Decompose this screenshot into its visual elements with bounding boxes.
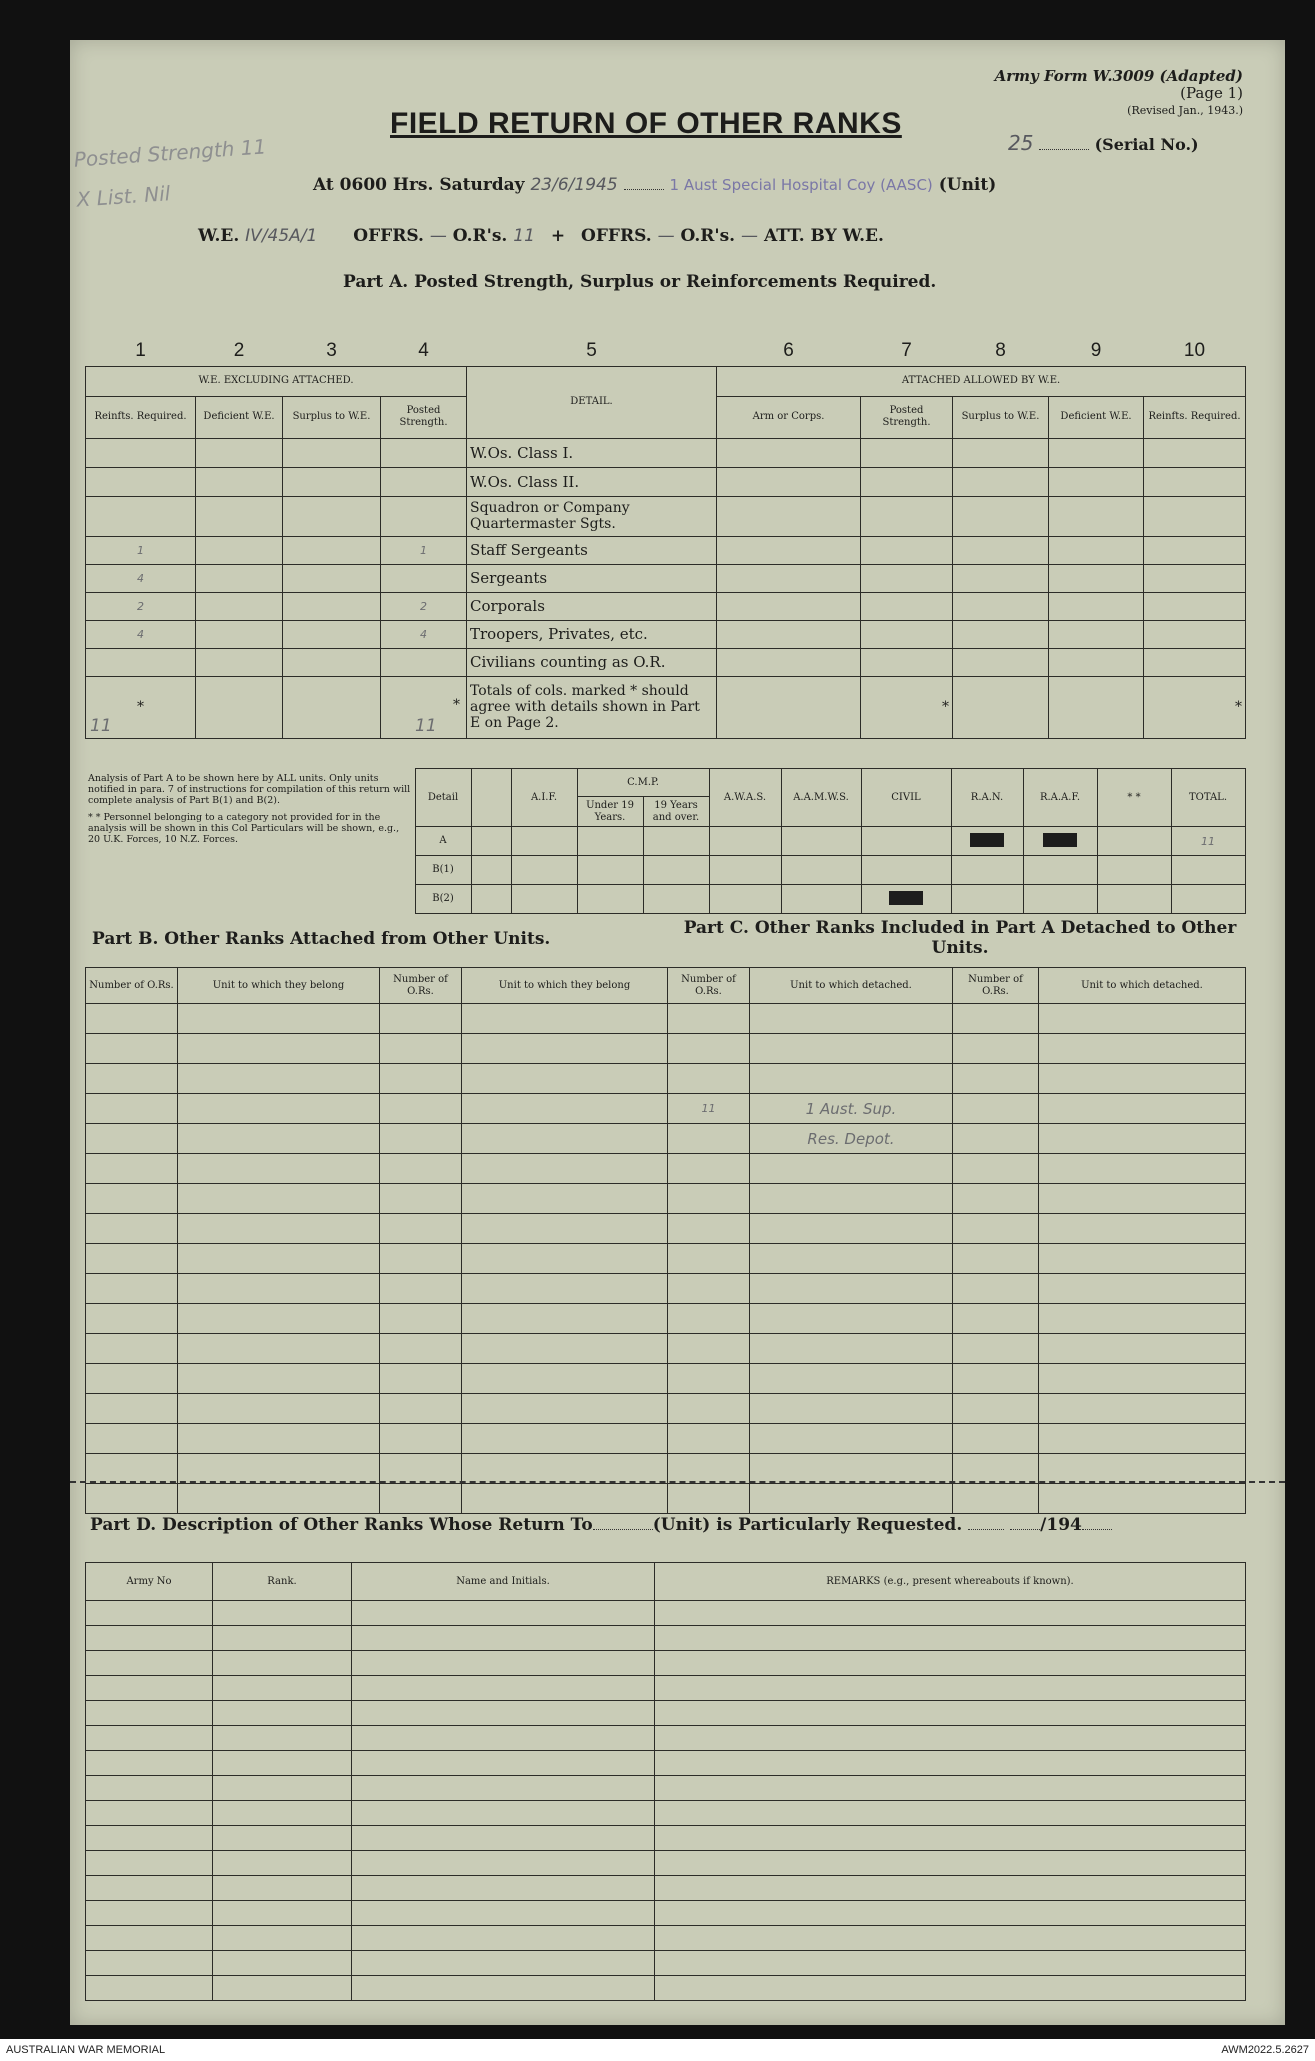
at-label: At 0600 Hrs. Saturday bbox=[313, 175, 525, 195]
att-label: ATT. BY W.E. bbox=[763, 226, 884, 246]
c-num-header: Number of O.Rs. bbox=[668, 968, 750, 1004]
col-num: 5 bbox=[586, 339, 597, 361]
table-row bbox=[86, 1334, 1246, 1364]
page-title: FIELD RETURN OF OTHER RANKS bbox=[390, 107, 902, 140]
posted-cell bbox=[381, 438, 467, 467]
part-d-unit-dots bbox=[593, 1515, 653, 1530]
name-header: Name and Initials. bbox=[352, 1563, 655, 1601]
table-row bbox=[86, 1484, 1246, 1514]
row-label: A bbox=[415, 827, 471, 856]
reinfts-cell bbox=[86, 648, 196, 676]
posted-cell bbox=[381, 648, 467, 676]
c-entry-unit-2: Res. Depot. bbox=[750, 1124, 953, 1154]
reinfts-cell bbox=[86, 438, 196, 467]
tear-line bbox=[70, 1481, 1285, 1483]
plus-sign: + bbox=[550, 226, 566, 246]
form-page: (Page 1) bbox=[1180, 84, 1243, 102]
part-d-year: /194 bbox=[1040, 1515, 1082, 1535]
date-unit-line bbox=[313, 175, 996, 195]
posted-cell bbox=[381, 496, 467, 536]
arm-header: Arm or Corps. bbox=[717, 396, 861, 438]
detail-cell: Sergeants bbox=[467, 564, 717, 592]
table-row bbox=[86, 564, 1246, 592]
ors-value: 11 bbox=[513, 226, 535, 246]
att-reinfts-header: Reinfts. Required. bbox=[1144, 396, 1246, 438]
aif-header: A.I.F. bbox=[511, 769, 577, 827]
table-row bbox=[86, 1776, 1246, 1801]
col-num: 1 bbox=[135, 339, 146, 361]
c-num-header: Number of O.Rs. bbox=[953, 968, 1039, 1004]
col-num: 6 bbox=[783, 339, 794, 361]
total-reinfts-value: 11 bbox=[90, 715, 112, 736]
part-a-table bbox=[85, 336, 1246, 739]
c-entry-num: 11 bbox=[668, 1094, 750, 1124]
detail-cell: Civilians counting as O.R. bbox=[467, 648, 717, 676]
table-row bbox=[86, 1626, 1246, 1651]
date-value: 23/6/194 bbox=[530, 175, 607, 195]
part-d-table bbox=[85, 1562, 1246, 2001]
table-row bbox=[86, 1801, 1246, 1826]
att-surplus-header: Surplus to W.E. bbox=[953, 396, 1049, 438]
serial-dots bbox=[1039, 135, 1089, 150]
table-row bbox=[86, 1601, 1246, 1626]
star-marker: * bbox=[137, 699, 144, 715]
offrs-label: OFFRS. bbox=[353, 226, 424, 246]
table-row bbox=[86, 1154, 1246, 1184]
reinfts-cell: 2 bbox=[86, 592, 196, 620]
posted-cell: 4 bbox=[381, 620, 467, 648]
posted-cell: 1 bbox=[381, 536, 467, 564]
total-a-value: 11 bbox=[1171, 827, 1245, 856]
reinfts-cell: 1 bbox=[86, 536, 196, 564]
posted-header: Posted Strength. bbox=[381, 396, 467, 438]
c-unit-header: Unit to which detached. bbox=[750, 968, 953, 1004]
part-d-title-unit: (Unit) is Particularly Requested. bbox=[652, 1515, 963, 1535]
unit-label: (Unit) bbox=[938, 175, 997, 195]
row-label: B(2) bbox=[415, 885, 471, 914]
redaction-mark bbox=[970, 833, 1004, 847]
table-row bbox=[86, 620, 1246, 648]
margin-pencil-note bbox=[72, 126, 270, 219]
group-right-header: ATTACHED ALLOWED BY W.E. bbox=[717, 366, 1246, 396]
detail-cell: Troopers, Privates, etc. bbox=[467, 620, 717, 648]
c-unit-header: Unit to which detached. bbox=[1039, 968, 1246, 1004]
b-unit-header: Unit to which they belong bbox=[178, 968, 380, 1004]
att-posted-header: Posted Strength. bbox=[861, 396, 953, 438]
table-row bbox=[86, 1304, 1246, 1334]
table-row bbox=[86, 1244, 1246, 1274]
col-num: 4 bbox=[418, 339, 429, 361]
table-row bbox=[86, 1651, 1246, 1676]
serial-label: (Serial No.) bbox=[1094, 135, 1199, 154]
table-row bbox=[86, 1454, 1246, 1484]
ors-label: O.R's. bbox=[452, 226, 508, 246]
totals-reinfts-cell bbox=[86, 676, 196, 738]
remarks-header: REMARKS (e.g., present whereabouts if known). bbox=[655, 1563, 1246, 1601]
posted-cell bbox=[381, 564, 467, 592]
reinfts-cell: 4 bbox=[86, 620, 196, 648]
col-num: 10 bbox=[1183, 339, 1206, 361]
posted-cell: 2 bbox=[381, 592, 467, 620]
footer-institution: AUSTRALIAN WAR MEMORIAL bbox=[6, 2044, 166, 2056]
under19-header: Under 19 Years. bbox=[577, 797, 643, 827]
table-row bbox=[86, 1184, 1246, 1214]
part-a-title: Part A. Posted Strength, Surplus or Reinforcements Required. bbox=[343, 272, 937, 292]
awas-header: A.W.A.S. bbox=[709, 769, 781, 827]
part-bc-table bbox=[85, 967, 1246, 1514]
table-row bbox=[86, 1751, 1246, 1776]
star-marker: * bbox=[1144, 676, 1246, 738]
detail-col-header: Detail bbox=[415, 769, 471, 827]
table-row bbox=[86, 1926, 1246, 1951]
b-num-header: Number of O.Rs. bbox=[86, 968, 178, 1004]
detail-cell: Squadron or Company Quartermaster Sgts. bbox=[467, 496, 717, 536]
table-row bbox=[86, 1274, 1246, 1304]
reinfts-cell: 4 bbox=[86, 564, 196, 592]
table-row bbox=[86, 1094, 1246, 1124]
detail-header: DETAIL. bbox=[467, 366, 717, 438]
part-c-title: Part C. Other Ranks Included in Part A Detached to Other Units. bbox=[683, 918, 1237, 958]
table-row bbox=[86, 1876, 1246, 1901]
b-num-header: Number of O.Rs. bbox=[380, 968, 462, 1004]
redaction-mark bbox=[889, 891, 923, 905]
detail-cell: Staff Sergeants bbox=[467, 536, 717, 564]
serial-field bbox=[1008, 131, 1199, 155]
total-header: TOTAL. bbox=[1171, 769, 1245, 827]
raaf-header: R.A.A.F. bbox=[1023, 769, 1097, 827]
table-row bbox=[86, 1826, 1246, 1851]
offrs-att-label: OFFRS. bbox=[581, 226, 652, 246]
table-row bbox=[86, 1214, 1246, 1244]
surplus-header: Surplus to W.E. bbox=[283, 396, 381, 438]
detail-cell: W.Os. Class II. bbox=[467, 467, 717, 496]
aamws-header: A.A.M.W.S. bbox=[781, 769, 861, 827]
analysis-note: Analysis of Part A to be shown here by ALL units. Only units notified in para. 7 of instructions for compilation of this return will complete analysis of Part B(1) and B(2). bbox=[88, 772, 411, 806]
table-row bbox=[86, 1701, 1246, 1726]
bc-header-row bbox=[86, 968, 1246, 1004]
col-num: 8 bbox=[995, 339, 1006, 361]
posted-cell bbox=[381, 467, 467, 496]
ran-header: R.A.N. bbox=[951, 769, 1023, 827]
civil-header: CIVIL bbox=[861, 769, 951, 827]
we-line: W.E. IV/45A/1 OFFRS. — O.R's. 11 + OFFRS. — O.R's. — ATT. BY W.E. bbox=[198, 226, 884, 246]
part-d-title: Part D. Description of Other Ranks Whose Return To bbox=[90, 1515, 593, 1535]
form-number: Army Form W.3009 (Adapted) bbox=[994, 67, 1243, 85]
ors-att-label: O.R's. bbox=[680, 226, 736, 246]
footer-accession: AWM2022.5.2627 bbox=[1221, 2044, 1309, 2056]
table-row bbox=[86, 1064, 1246, 1094]
form-revision: (Revised Jan., 1943.) bbox=[1127, 104, 1243, 117]
table-row bbox=[86, 438, 1246, 467]
table-row bbox=[86, 1726, 1246, 1751]
table-row bbox=[86, 536, 1246, 564]
margin-note-line-1: Posted Strength 11 bbox=[73, 134, 267, 172]
table-row bbox=[86, 1394, 1246, 1424]
part-d-title-line bbox=[90, 1515, 1112, 1535]
star-marker: * bbox=[861, 676, 953, 738]
redaction-mark bbox=[1043, 833, 1077, 847]
we-value: IV/45A/1 bbox=[245, 226, 318, 246]
part-d-header-row bbox=[86, 1563, 1246, 1601]
part-d-day-dots bbox=[968, 1515, 1004, 1530]
totals-detail-cell: Totals of cols. marked * should agree with details shown in Part E on Page 2. bbox=[467, 676, 717, 738]
col-num: 2 bbox=[233, 339, 245, 361]
analysis-notes bbox=[85, 769, 415, 914]
b-unit-header: Unit to which they belong bbox=[462, 968, 668, 1004]
column-number-row bbox=[86, 336, 1246, 366]
detail-cell: Corporals bbox=[467, 592, 717, 620]
table-row bbox=[86, 1364, 1246, 1394]
table-row bbox=[86, 592, 1246, 620]
part-b-title: Part B. Other Ranks Attached from Other Units. bbox=[92, 929, 551, 949]
reinfts-cell bbox=[86, 467, 196, 496]
part-d-year-dots bbox=[1082, 1515, 1112, 1530]
col-num: 7 bbox=[901, 339, 912, 361]
cmp-header: C.M.P. bbox=[577, 769, 709, 797]
star-marker: * bbox=[453, 696, 460, 713]
table-row bbox=[86, 1676, 1246, 1701]
row-label: B(1) bbox=[415, 856, 471, 885]
table-row bbox=[86, 496, 1246, 536]
c-entry-unit-1: 1 Aust. Sup. bbox=[750, 1094, 953, 1124]
unit-stamp: 1 Aust Special Hospital Coy (AASC) bbox=[669, 176, 933, 194]
att-deficient-header: Deficient W.E. bbox=[1049, 396, 1144, 438]
reinfts-header: Reinfts. Required. bbox=[86, 396, 196, 438]
other-header: * * bbox=[1097, 769, 1171, 827]
margin-note-line-2: X List. Nil bbox=[75, 181, 172, 212]
table-row bbox=[86, 1901, 1246, 1926]
detail-cell: W.Os. Class I. bbox=[467, 438, 717, 467]
table-row bbox=[86, 1004, 1246, 1034]
reinfts-cell bbox=[86, 496, 196, 536]
serial-value: 25 bbox=[1008, 131, 1034, 155]
table-row bbox=[86, 648, 1246, 676]
army-no-header: Army No bbox=[86, 1563, 213, 1601]
we-label: W.E. bbox=[198, 226, 240, 246]
archive-footer bbox=[0, 2039, 1315, 2061]
group-header-row bbox=[86, 366, 1246, 396]
table-row bbox=[86, 1951, 1246, 1976]
analysis-note-2: * * Personnel belonging to a category not provided for in the analysis will be shown in this Col Particulars will be shown, e.g., 20 U.K. Forces, 10 N.Z. Forces. bbox=[88, 811, 400, 845]
group-left-header: W.E. EXCLUDING ATTACHED. bbox=[86, 366, 467, 396]
table-row bbox=[86, 1034, 1246, 1064]
part-d-month-dots bbox=[1010, 1515, 1040, 1530]
table-row bbox=[86, 1851, 1246, 1876]
date-dots bbox=[624, 175, 664, 190]
deficient-header: Deficient W.E. bbox=[196, 396, 283, 438]
analysis-table bbox=[85, 768, 1246, 914]
totals-row bbox=[86, 676, 1246, 738]
col-num: 9 bbox=[1090, 339, 1102, 361]
table-row bbox=[86, 467, 1246, 496]
over19-header: 19 Years and over. bbox=[643, 797, 709, 827]
form-identifier bbox=[995, 68, 1243, 119]
col-num: 3 bbox=[326, 339, 337, 361]
table-row bbox=[86, 1124, 1246, 1154]
totals-posted-cell bbox=[381, 676, 467, 738]
total-posted-value: 11 bbox=[415, 715, 437, 736]
rank-header: Rank. bbox=[213, 1563, 352, 1601]
year-suffix: 5 bbox=[606, 175, 618, 195]
table-row bbox=[86, 1976, 1246, 2001]
table-row bbox=[86, 1424, 1246, 1454]
